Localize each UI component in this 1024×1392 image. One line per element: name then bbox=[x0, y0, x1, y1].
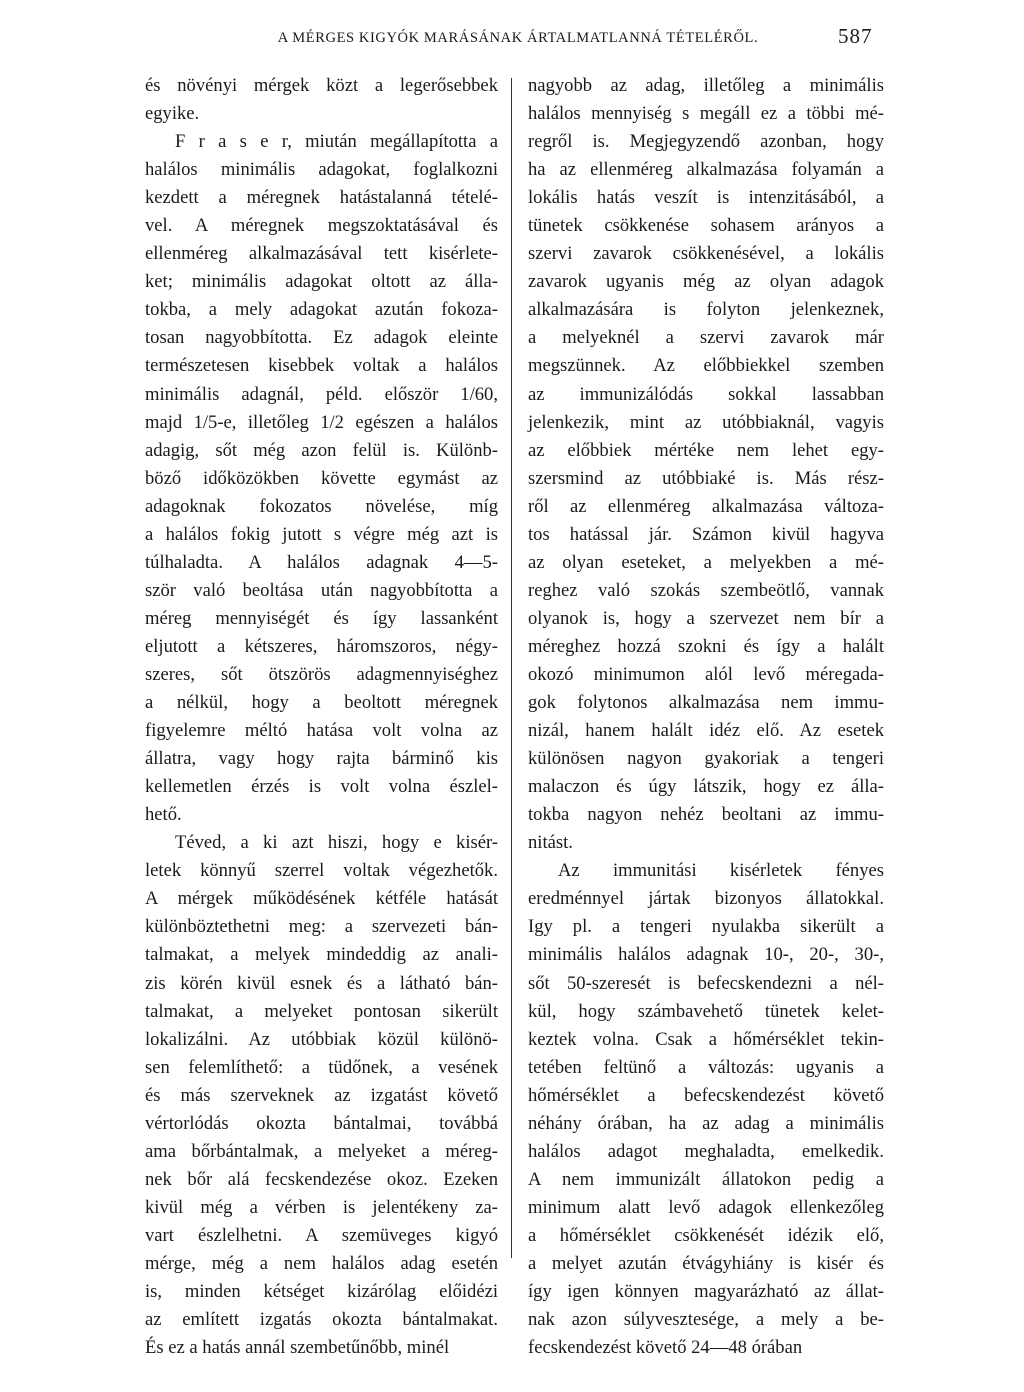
text-line: lokális hatás veszít is intenzitásából, a bbox=[528, 187, 884, 209]
text-line: A mérgek működésének kétféle hatását bbox=[145, 888, 498, 910]
text-line: adagoknak fokozatos növelése, míg bbox=[145, 495, 498, 517]
text-line: tokba, a mely adagokat azután fokoza- bbox=[145, 299, 498, 321]
text-line: a hőmérséklet csökkenését idézik elő, bbox=[528, 1224, 884, 1246]
text-line: természetesen kisebbek voltak a halálos bbox=[145, 355, 498, 377]
text-line: az immunizálódás sokkal lassabban bbox=[528, 383, 884, 405]
text-line: az olyan eseteket, a melyekben a mé- bbox=[528, 551, 884, 573]
text-line: halálos mennyiség s megáll ez a többi mé- bbox=[528, 103, 884, 125]
text-line: Az immunitási kisérletek fényes bbox=[558, 860, 884, 882]
text-line: tetében feltünő a változás: ugyanis a bbox=[528, 1056, 884, 1078]
text-line: különösen nagyon gyakoriak a tengeri bbox=[528, 748, 884, 770]
text-line: keztek volna. Csak a hőmérséklet tekin- bbox=[528, 1028, 884, 1050]
text-line: Téved, a ki azt hiszi, hogy e kisér- bbox=[175, 832, 498, 854]
text-line: a halálos fokig jutott s végre még azt is bbox=[145, 523, 498, 545]
text-line: letek könnyű szerrel voltak végezhetők. bbox=[145, 860, 498, 882]
text-line: vértorlódás okozta bántalmai, továbbá bbox=[145, 1112, 498, 1134]
text-line: túlhaladta. A halálos adagnak 4—5- bbox=[145, 551, 498, 573]
text-line: állatra, vagy hogy rajta bárminő kis bbox=[145, 748, 498, 770]
text-line: olyanok is, hogy a szervezet nem bír a bbox=[528, 607, 884, 629]
text-line: tos hatással jár. Számon kivül hagyva bbox=[528, 523, 884, 545]
text-line: különböztethetni meg: a szervezeti bán- bbox=[145, 916, 498, 938]
text-line: minimális halálos adagnak 10-, 20-, 30-, bbox=[528, 944, 884, 966]
running-header: A MÉRGES KIGYÓK MARÁSÁNAK ÁRTALMATLANNÁ TÉTELÉRŐL. bbox=[277, 30, 759, 46]
text-line: egyike. bbox=[145, 103, 200, 125]
text-line: lokalizálni. Az utóbbiak közül különö- bbox=[145, 1028, 498, 1050]
page-number: 587 bbox=[838, 24, 873, 48]
text-line: halálos adagot meghaladta, emelkedik. bbox=[528, 1140, 884, 1162]
text-line: ről az ellenméreg alkalmazása változa- bbox=[528, 495, 884, 517]
text-line: reghez való szokás szembeötlő, vannak bbox=[528, 579, 884, 601]
text-line: minimum alatt levő adagok ellenkezőleg bbox=[528, 1196, 884, 1218]
text-line: eljutott a kétszeres, háromszoros, négy- bbox=[145, 635, 498, 657]
text-line: És ez a hatás annál szembetűnőbb, minél bbox=[145, 1337, 450, 1359]
text-line: ször való beoltása után nagyobbította a bbox=[145, 579, 498, 601]
text-line: adagig, sőt még azon felül is. Különb- bbox=[145, 439, 498, 461]
text-line: A nem immunizált állatokon pedig a bbox=[528, 1168, 884, 1190]
text-line: ellenméreg alkalmazásával tett kisérlete- bbox=[145, 243, 498, 265]
text-line: zis körén kivül esnek és a látható bán- bbox=[145, 972, 498, 994]
text-line: talmakat, a melyeket pontosan sikerült bbox=[145, 1000, 498, 1022]
text-line: és növényi mérgek közt a legerősebbek bbox=[145, 75, 498, 96]
text-line: sen felemlíthető: a tüdőnek, a vesének bbox=[145, 1056, 498, 1078]
text-line: és más szerveknek az izgatást követő bbox=[145, 1084, 498, 1106]
text-line: így igen könnyen magyarázható az állat- bbox=[528, 1281, 884, 1303]
text-line: fecskendezést követő 24—48 órában bbox=[528, 1337, 803, 1359]
text-line: nagyobb az adag, illetőleg a minimális bbox=[528, 75, 884, 96]
text-line: a nélkül, hogy a beoltott méregnek bbox=[145, 692, 498, 714]
text-line: jelenkezik, mint az utóbbiaknál, vagyis bbox=[528, 411, 884, 433]
text-line: majd 1/5-e, illetőleg 1/2 egészen a halálos bbox=[145, 411, 498, 433]
text-line: ha az ellenméreg alkalmazása folyamán a bbox=[528, 159, 884, 181]
text-line: eredménnyel jártak bizonyos állatokkal. bbox=[528, 888, 884, 910]
text-line: kivül még a vérben is jelentékeny za- bbox=[145, 1196, 498, 1218]
text-line: okozó minimumon alól levő méregada- bbox=[528, 663, 884, 685]
text-line: szervi zavarok csökkenésével, a lokális bbox=[528, 243, 884, 265]
text-line: méreg mennyiségét és így lassanként bbox=[145, 607, 498, 629]
text-line: hőmérséklet a befecskendezést követő bbox=[528, 1084, 884, 1106]
text-line: megszünnek. Az előbbiekkel szemben bbox=[528, 355, 884, 377]
text-line: néhány órában, ha az adag a minimális bbox=[528, 1112, 884, 1134]
column-divider bbox=[511, 78, 512, 1258]
text-line: az előbbiek mértéke nem lehet egy- bbox=[528, 439, 884, 461]
text-line: a melyet azután étvágyhiány is kisér és bbox=[528, 1252, 884, 1274]
text-line: mérge, még a nem halálos adag esetén bbox=[145, 1252, 498, 1274]
text-line: böző időközökben követte egymást az bbox=[145, 467, 498, 489]
text-line: kellemetlen érzés is volt volna észlel- bbox=[145, 776, 498, 798]
text-line: vart észlelhetni. A szemüveges kigyó bbox=[145, 1224, 498, 1246]
text-line: a melyeknél a szervi zavarok már bbox=[528, 327, 884, 349]
text-line: kül, hogy számbavehető tünetek kelet- bbox=[528, 1000, 884, 1022]
text-line: tokba nagyon nehéz beoltani az immu- bbox=[528, 804, 884, 826]
text-line: alkalmazására is folyton jelenkeznek, bbox=[528, 299, 884, 321]
text-line: zavarok ugyanis még az olyan adagok bbox=[528, 271, 884, 293]
text-line: gok folytonos alkalmazása nem immu- bbox=[528, 692, 884, 714]
text-line: minimális adagnál, péld. először 1/60, bbox=[145, 383, 498, 405]
text-line: tünetek csökkenése sohasem arányos a bbox=[528, 215, 884, 237]
text-line: vel. A méregnek megszoktatásával és bbox=[145, 215, 498, 237]
text-line: figyelemre méltó hatása volt volna az bbox=[145, 720, 498, 742]
text-line: kezdett a méregnek hatástalanná tételé- bbox=[145, 187, 498, 209]
text-line: halálos minimális adagokat, foglalkozni bbox=[145, 159, 498, 181]
text-line: ama bőrbántalmak, a melyeket a méreg- bbox=[145, 1140, 498, 1162]
text-line: hető. bbox=[145, 804, 182, 826]
text-line: tosan nagyobbította. Ez adagok eleinte bbox=[145, 327, 498, 349]
text-line: ket; minimális adagokat oltott az álla- bbox=[145, 271, 498, 293]
text-line: F r a s e r, miután megállapította a bbox=[175, 131, 498, 153]
right-column bbox=[528, 72, 884, 1362]
text-line: az említett izgatás okozta bántalmakat. bbox=[145, 1309, 498, 1331]
text-line: szeres, sőt ötszörös adagmennyiséghez bbox=[145, 663, 498, 685]
text-line: nak azon súlyvesztesége, a mely a be- bbox=[528, 1309, 884, 1331]
text-line: malaczon és úgy látszik, hogy ez álla- bbox=[528, 776, 884, 798]
text-line: sőt 50-szeresét is befecskendezni a nél- bbox=[528, 972, 884, 994]
text-line: is, minden kétséget kizárólag előidézi bbox=[145, 1281, 498, 1303]
text-line: nitást. bbox=[528, 832, 573, 854]
text-line: nek bőr alá fecskendezése okoz. Ezeken bbox=[145, 1168, 498, 1190]
left-column bbox=[145, 72, 498, 1362]
text-line: szersmind az utóbbiaké is. Más rész- bbox=[528, 467, 884, 489]
text-line: talmakat, a melyek mindeddig az anali- bbox=[145, 944, 498, 966]
text-line: regről is. Megjegyzendő azonban, hogy bbox=[528, 131, 884, 153]
text-line: nizál, hanem halált idéz elő. Az esetek bbox=[528, 720, 884, 742]
text-line: méreghez hozzá szokni és így a halált bbox=[528, 635, 884, 657]
text-line: Igy pl. a tengeri nyulakba sikerült a bbox=[528, 916, 884, 938]
